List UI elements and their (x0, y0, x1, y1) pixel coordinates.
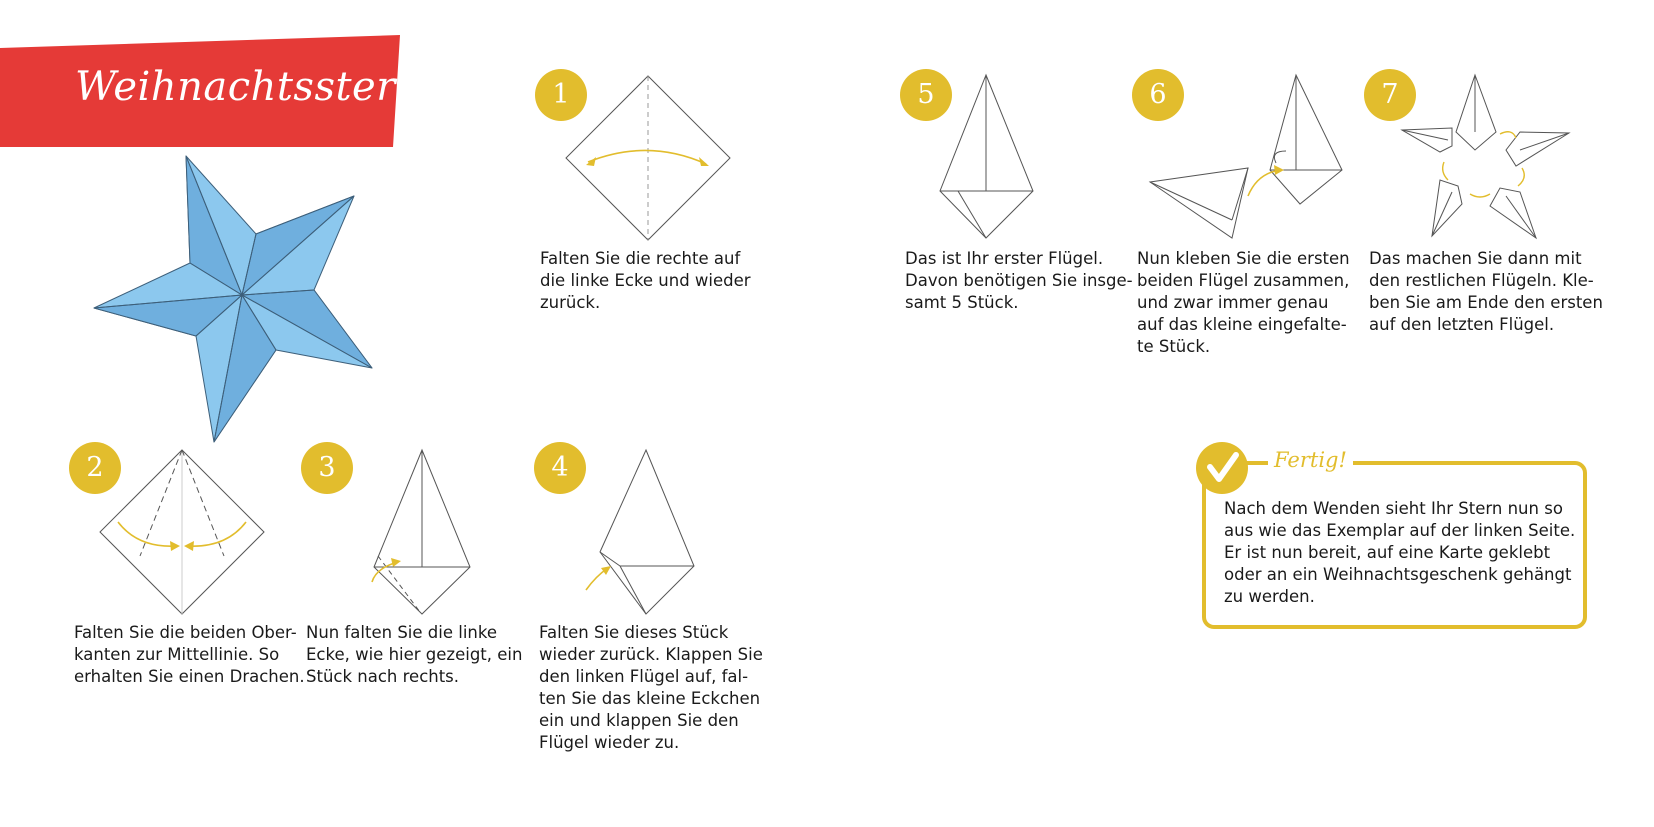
step-7-badge: 7 (1364, 69, 1416, 121)
step-1-diagram (560, 70, 740, 245)
step-3-badge: 3 (301, 442, 353, 494)
step-2-badge: 2 (69, 442, 121, 494)
step-5-text: Das ist Ihr erster Flügel. Davon benötigen Sie insge- samt 5 Stück. (905, 249, 1133, 312)
step-7-diagram (1395, 70, 1575, 245)
finished-star-illustration (85, 150, 385, 450)
page-title: Weihnachtsstern (75, 64, 423, 110)
step-6-diagram (1145, 70, 1350, 245)
final-text: Nach dem Wenden sieht Ihr Stern nun so aus wie das Exemplar auf der linken Seite. Er ist nun bereit, auf eine Karte geklebt oder an ein Weihnachtsgeschenk gehängt zu werden. (1224, 499, 1576, 606)
step-6-badge: 6 (1132, 69, 1184, 121)
step-4-text: Falten Sie dieses Stück wieder zurück. Klappen Sie den linken Flügel auf, fal- ten Sie das kleine Eckchen ein und klappen Sie den Flügel wieder zu. (539, 623, 763, 752)
step-3-diagram (365, 445, 480, 620)
step-5-diagram (935, 70, 1045, 245)
step-1-badge: 1 (535, 69, 587, 121)
checkmark-icon (1196, 442, 1248, 494)
step-3-text: Nun falten Sie die linke Ecke, wie hier gezeigt, ein Stück nach rechts. (306, 623, 523, 686)
step-4-badge: 4 (534, 442, 586, 494)
step-2-text: Falten Sie die beiden Ober- kanten zur Mittellinie. So erhalten Sie einen Drachen. (74, 623, 305, 686)
step-6-text: Nun kleben Sie die ersten beiden Flügel zusammen, und zwar immer genau auf das kleine eingefalte- te Stück. (1137, 249, 1350, 356)
step-4-diagram (580, 445, 700, 620)
step-2-diagram (95, 445, 270, 620)
final-label: Fertig! (1268, 448, 1353, 472)
step-7-text: Das machen Sie dann mit den restlichen Flügeln. Kle- ben Sie am Ende den ersten auf den letzten Flügel. (1369, 249, 1603, 334)
step-1-text: Falten Sie die rechte auf die linke Ecke und wieder zurück. (540, 249, 751, 312)
final-badge (1196, 442, 1248, 494)
step-5-badge: 5 (900, 69, 952, 121)
